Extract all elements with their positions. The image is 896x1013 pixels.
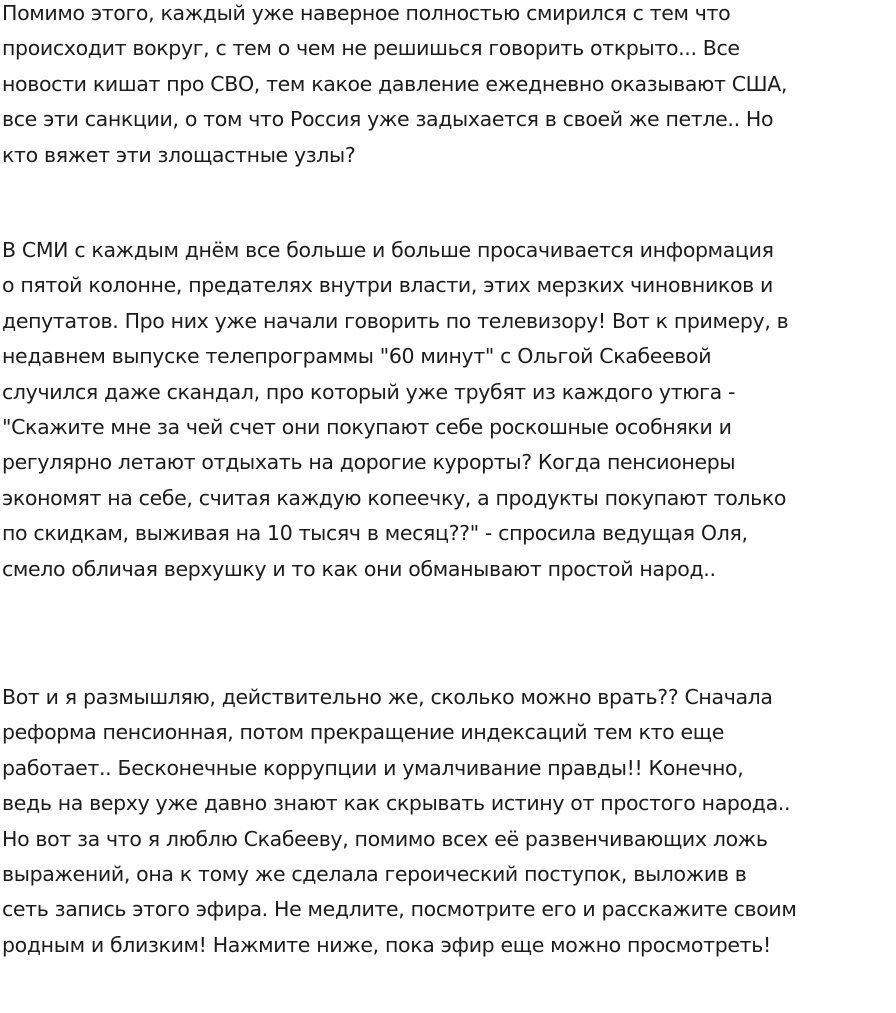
text-line: реформа пенсионная, потом прекращение индексаций тем кто еще	[2, 720, 725, 745]
text-line: регулярно летают отдыхать на дорогие курорты? Когда пенсионеры	[2, 450, 736, 475]
paragraph-3	[2, 680, 896, 963]
paragraph-2	[2, 233, 896, 587]
text-line: Вот и я размышляю, действительно же, сколько можно врать?? Сначала	[2, 685, 773, 709]
text-line: ведь на верху уже давно знают как скрывать истину от простого народа..	[2, 791, 791, 816]
text-line: Но вот за что я люблю Скабееву, помимо всех её развенчивающих ложь	[2, 826, 768, 851]
text-line: "Скажите мне за чей счет они покупают себе роскошные особняки и	[2, 415, 732, 440]
text-line: по скидкам, выживая на 10 тысяч в месяц??" - спросила ведущая Оля,	[2, 521, 748, 546]
text-line: все эти санкции, о том что Россия уже задыхается в своей же петле.. Но	[2, 107, 774, 132]
text-line: о пятой колонне, предателях внутри власти, этих мерзких чиновников и	[2, 273, 774, 298]
text-line: смело обличая верхушку и то как они обманывают простой народ..	[2, 556, 716, 581]
text-line: работает.. Бесконечные коррупции и умалчивание правды!! Конечно,	[2, 755, 744, 780]
text-line: экономят на себе, считая каждую копеечку, а продукты покупают только	[2, 485, 787, 510]
text-line: новости кишат про СВО, тем какое давление ежедневно оказывают США,	[2, 71, 788, 96]
text-line: недавнем выпуске телепрограммы "60 минут" с Ольгой Скабеевой	[2, 344, 712, 369]
text-line: сеть запись этого эфира. Не медлите, посмотрите его и расскажите своим	[2, 897, 797, 922]
text-line: кто вяжет эти злощастные узлы?	[2, 142, 356, 167]
text-line: В СМИ с каждым днём все больше и больше просачивается информация	[2, 238, 774, 262]
text-line: происходит вокруг, с тем о чем не решишься говорить открыто... Все	[2, 36, 740, 61]
text-line: выражений, она к тому же сделала героический поступок, выложив в	[2, 862, 747, 887]
text-line: родным и близким! Нажмите ниже, пока эфир еще можно просмотреть!	[2, 932, 771, 957]
text-line: Помимо этого, каждый уже наверное полностью смирился с тем что	[2, 1, 731, 25]
text-line: случился даже скандал, про который уже трубят из каждого утюга -	[2, 379, 736, 404]
paragraph-1	[2, 0, 896, 173]
text-line: депутатов. Про них уже начали говорить по телевизору! Вот к примеру, в	[2, 308, 789, 333]
